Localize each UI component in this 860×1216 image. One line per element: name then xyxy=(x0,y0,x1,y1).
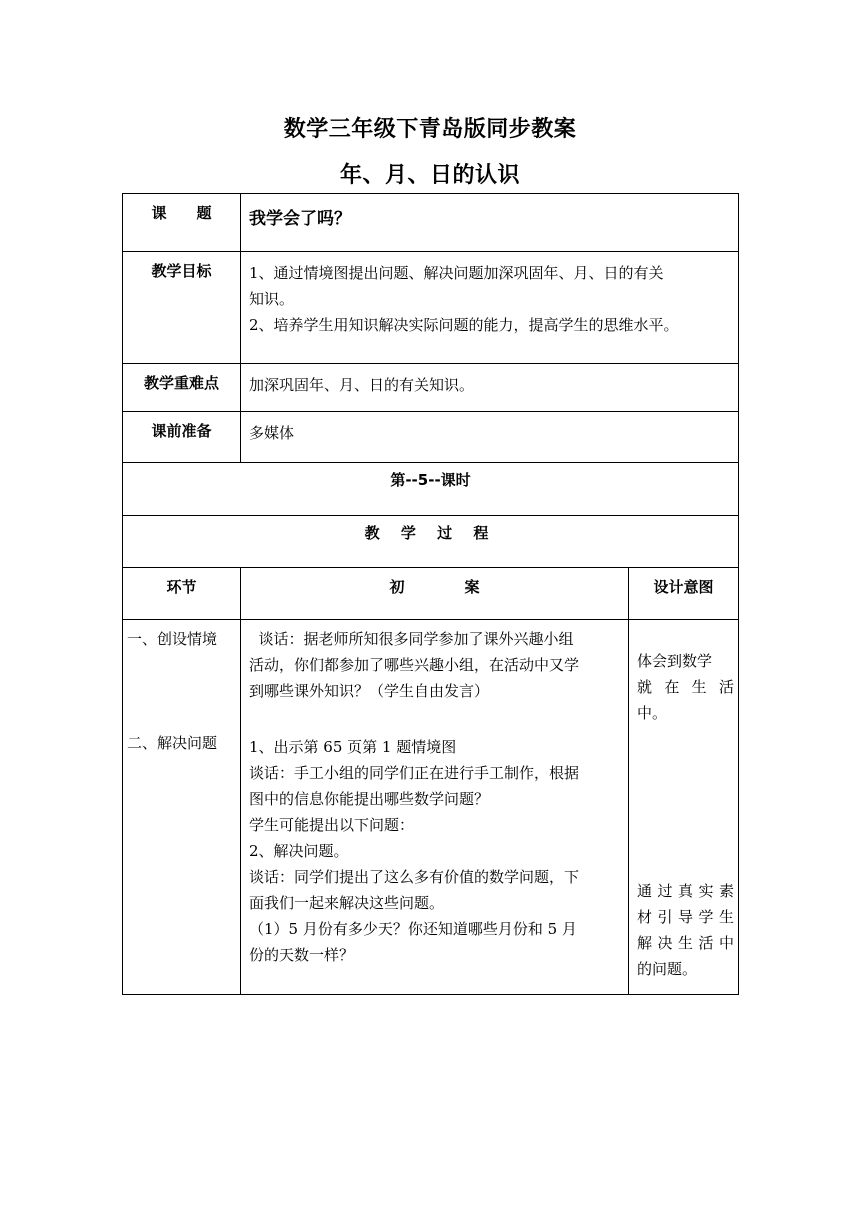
process-title: 教 学 过 程 xyxy=(123,516,739,568)
process-title-row xyxy=(123,516,739,568)
stage-cell xyxy=(123,620,241,995)
plan-spacer xyxy=(249,704,622,734)
plan-line: 份的天数一样？ xyxy=(249,946,355,964)
plan-cell xyxy=(241,620,629,995)
plan-line: 学生可能提出以下问题： xyxy=(249,816,415,834)
prep-label: 课前准备 xyxy=(123,412,241,463)
intent-1-line: 体会到数学 xyxy=(637,652,713,670)
goal-line: 知识。 xyxy=(249,290,295,308)
key-value: 加深巩固年、月、日的有关知识。 xyxy=(241,364,739,412)
intent-2-line: 的问题。 xyxy=(637,960,698,978)
prep-value: 多媒体 xyxy=(241,412,739,463)
intent-2-line: 解决生活中 xyxy=(637,934,734,952)
plan-line: 2、解决问题。 xyxy=(249,842,349,860)
goal-line: 2、培养学生用知识解决实际问题的能力，提高学生的思维水平。 xyxy=(249,316,679,334)
intent-cell xyxy=(629,620,739,995)
lesson-plan-table xyxy=(122,193,739,995)
intent-1-line: 中。 xyxy=(637,704,668,722)
period-row xyxy=(123,463,739,516)
document-subtitle: 年、月、日的认识 xyxy=(339,163,520,188)
column-stage-header: 环节 xyxy=(123,568,241,620)
plan-line: 谈话：据老师所知很多同学参加了课外兴趣小组 xyxy=(249,630,574,648)
goal-line: 1、通过情境图提出问题、解决问题加深巩固年、月、日的有关 xyxy=(249,264,664,282)
plan-line: 到哪些课外知识？（学生自由发言） xyxy=(249,682,490,700)
plan-line: 活动，你们都参加了哪些兴趣小组，在活动中又学 xyxy=(249,656,580,674)
plan-line: 1、出示第 65 页第 1 题情境图 xyxy=(249,738,457,756)
column-plan-header: 初 案 xyxy=(241,568,629,620)
intent-2-line: 材引导学生 xyxy=(637,908,734,926)
goal-value xyxy=(241,252,739,364)
period-label: 第--5--课时 xyxy=(123,463,739,516)
key-label: 教学重难点 xyxy=(123,364,241,412)
goal-row xyxy=(123,252,739,364)
plan-line: 图中的信息你能提出哪些数学问题？ xyxy=(249,790,490,808)
intent-2-line: 通过真实素 xyxy=(637,882,734,900)
prep-row xyxy=(123,412,739,463)
stage-1: 一、创设情境 xyxy=(127,630,218,648)
plan-line: 谈话：手工小组的同学们正在进行手工制作，根据 xyxy=(249,764,580,782)
column-header-row xyxy=(123,568,739,620)
topic-row xyxy=(123,194,739,252)
document-title: 数学三年级下青岛版同步教案 xyxy=(283,117,577,142)
topic-value: 我学会了吗？ xyxy=(241,194,739,252)
process-row xyxy=(123,620,739,995)
plan-line: （1）5 月份有多少天？你还知道哪些月份和 5 月 xyxy=(249,920,577,938)
stage-2: 二、解决问题 xyxy=(127,734,218,752)
topic-label: 课 题 xyxy=(123,194,241,252)
goal-label: 教学目标 xyxy=(123,252,241,364)
plan-line: 谈话：同学们提出了这么多有价值的数学问题，下 xyxy=(249,868,580,886)
key-row xyxy=(123,364,739,412)
intent-1-line: 就在生活 xyxy=(637,678,734,696)
column-intent-header: 设计意图 xyxy=(629,568,739,620)
plan-line: 面我们一起来解决这些问题。 xyxy=(249,894,445,912)
